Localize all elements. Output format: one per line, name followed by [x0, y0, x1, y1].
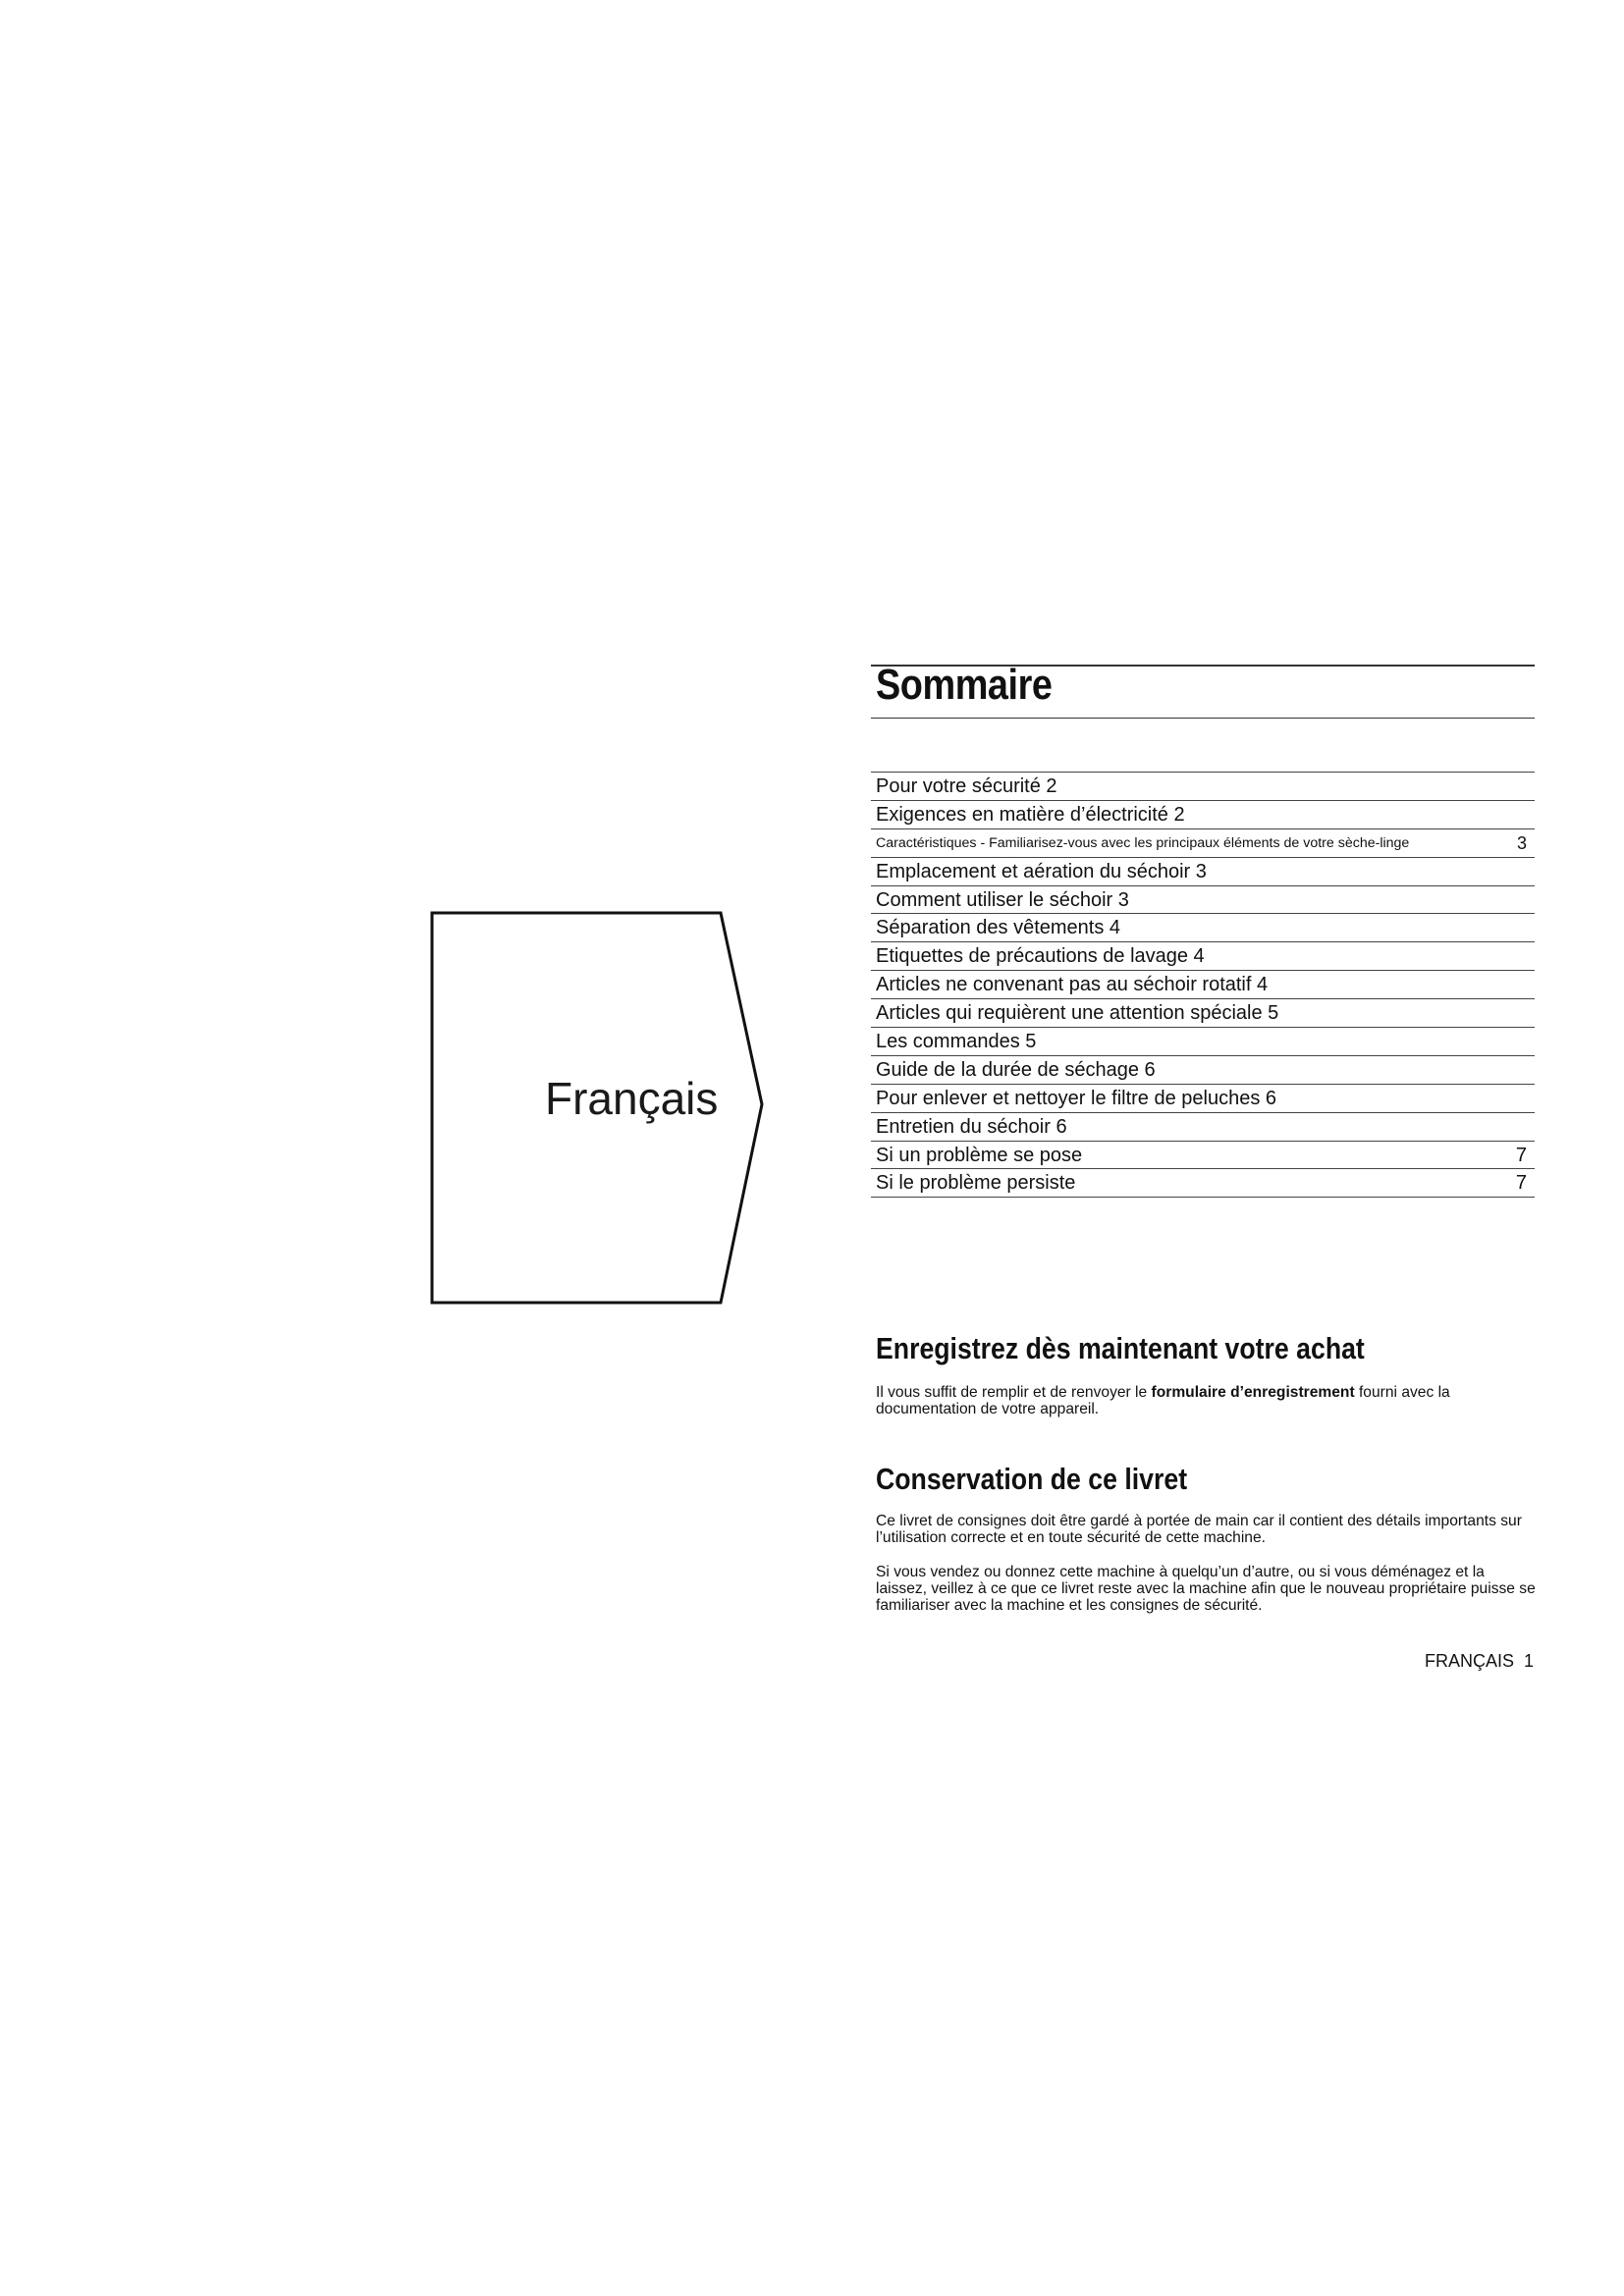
toc-row[interactable] [871, 858, 1535, 886]
register-paragraph [876, 1384, 1540, 1417]
toc-row[interactable] [871, 1085, 1535, 1113]
toc-entry-text: Guide de la durée de séchage 6 [876, 1058, 1156, 1081]
toc-entry-text: Articles qui requièrent une attention spéciale 5 [876, 1002, 1279, 1025]
toc-entry-text: Etiquettes de précautions de lavage 4 [876, 945, 1205, 968]
language-tab-label: Français [545, 1073, 719, 1124]
toc-row[interactable] [871, 999, 1535, 1028]
register-text-after: fourni avec la documentation de votre appareil. [876, 1384, 1450, 1417]
toc-entry-text: Séparation des vêtements 4 [876, 917, 1121, 939]
toc-entry-text: Comment utiliser le séchoir 3 [876, 888, 1129, 911]
toc-row[interactable] [871, 829, 1535, 858]
conservation-paragraph-1: Ce livret de consignes doit être gardé à portée de main car il contient des détails importants sur l’utilisation correcte et en toute sécurité de cette machine. [876, 1513, 1522, 1546]
toc-entry-text: Pour votre sécurité 2 [876, 774, 1057, 797]
toc-entry-page: 3 [1516, 832, 1527, 853]
page-number: 1 [1523, 1651, 1534, 1671]
title-bottom-rule [871, 718, 1535, 719]
toc-row[interactable] [871, 1169, 1535, 1198]
toc-entry-text: Caractéristiques - Familiarisez-vous avec les principaux éléments de votre sèche-linge [876, 834, 1410, 851]
toc-entry-text: Exigences en matière d’électricité 2 [876, 803, 1185, 826]
toc-row[interactable] [871, 1056, 1535, 1085]
toc-row[interactable] [871, 971, 1535, 999]
toc-row[interactable] [871, 1113, 1535, 1142]
page-footer [1425, 1652, 1534, 1670]
toc-row[interactable] [871, 1142, 1535, 1170]
conservation-paragraph-2: Si vous vendez ou donnez cette machine à quelqu’un d’autre, ou si vous déménagez et la laissez, veillez à ce que ce livret reste avec la machine afin que le nouveau propriétaire puisse se familiariser avec la machine et les consignes de sécurité. [876, 1564, 1536, 1614]
toc-row[interactable] [871, 942, 1535, 971]
register-text-before: Il vous suffit de remplir et de renvoyer le [876, 1384, 1152, 1401]
toc-entry-text: Entretien du séchoir 6 [876, 1115, 1067, 1138]
page-title: Sommaire [876, 661, 1053, 709]
toc-entry-text: Emplacement et aération du séchoir 3 [876, 860, 1207, 882]
toc-row[interactable] [871, 914, 1535, 942]
toc-row[interactable] [871, 1028, 1535, 1056]
toc-entry-text: Pour enlever et nettoyer le filtre de peluches 6 [876, 1087, 1277, 1109]
toc-row[interactable] [871, 886, 1535, 915]
toc-row[interactable] [871, 801, 1535, 829]
register-heading: Enregistrez dès maintenant votre achat [876, 1331, 1365, 1365]
registration-form-emphasis: formulaire d’enregistrement [1151, 1384, 1355, 1401]
toc-entry-page: 7 [1515, 1144, 1527, 1166]
toc-entry-page: 7 [1515, 1172, 1527, 1195]
conservation-heading: Conservation de ce livret [876, 1462, 1188, 1496]
table-of-contents [871, 772, 1535, 1198]
footer-section-label: FRANÇAIS [1424, 1651, 1514, 1671]
toc-entry-text: Si le problème persiste [876, 1172, 1076, 1195]
toc-row[interactable] [871, 773, 1535, 801]
toc-entry-text: Si un problème se pose [876, 1144, 1083, 1166]
toc-entry-text: Articles ne convenant pas au séchoir rotatif 4 [876, 974, 1269, 996]
toc-entry-text: Les commandes 5 [876, 1030, 1037, 1052]
